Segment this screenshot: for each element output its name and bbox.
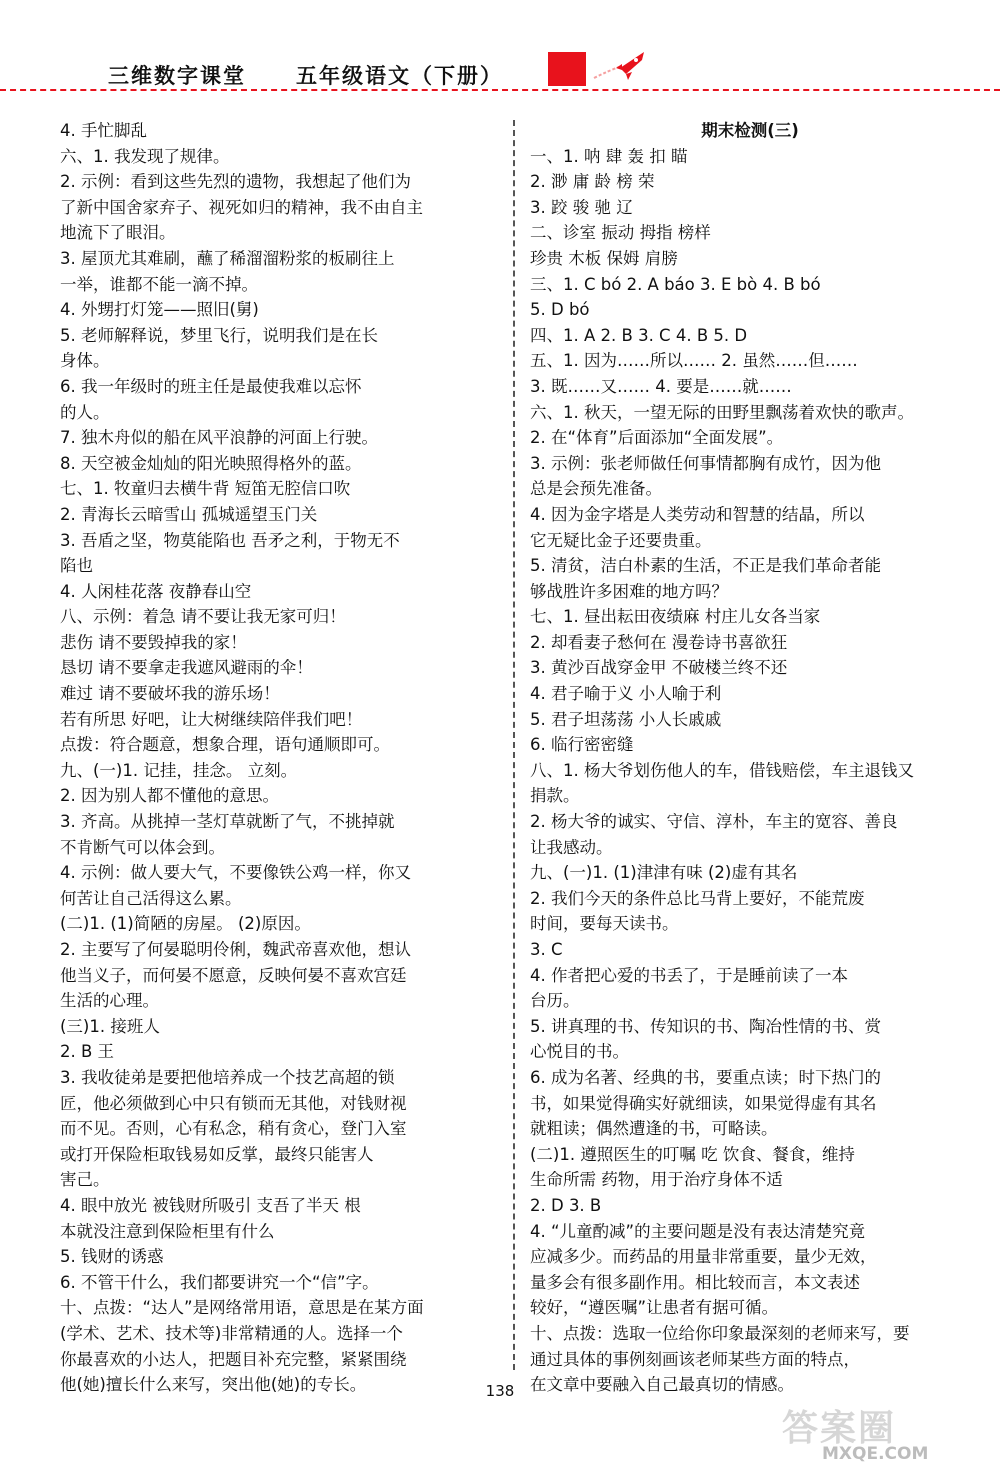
answer-line: 5. 讲真理的书、传知识的书、陶冶性情的书、赏 [530,1016,881,1036]
answer-line: 八、1. 杨大爷划伤他人的车，借钱赔偿，车主退钱又 [530,760,914,780]
answer-line: 七、1. 牧童归去横牛背 短笛无腔信口吹 [60,479,351,499]
answer-line: 八、示例：着急 请不要让我无家可归！ [60,607,346,627]
answer-line: 时间，要每天读书。 [530,914,679,934]
answer-line: 九、(一)1. 记挂，挂念。 立刻。 [60,760,298,780]
answer-line: 害己。 [60,1170,110,1190]
answer-line: 台历。 [530,991,580,1011]
answer-line: 一、1. 呐 肆 轰 扣 瞄 [530,146,688,166]
answer-line: 应减多少。而药品的用量非常重要，量少无效， [530,1247,877,1267]
answer-line: 六、1. 秋天，一望无际的田野里飘荡着欢快的歌声。 [530,402,914,422]
answer-line: 5. 君子坦荡荡 小人长戚戚 [530,709,722,729]
answer-line: 2. D 3. B [530,1195,602,1215]
answer-line: 2. 主要写了何晏聪明伶俐，魏武帝喜欢他，想认 [60,940,411,959]
answer-line: 6. 临行密密缝 [530,735,634,755]
answer-line: 匠，他必须做到心中只有锁而无其他，对钱财视 [60,1093,407,1113]
answer-line: 在文章中要融入自己最真切的情感。 [530,1375,794,1395]
answer-line: 通过具体的事例刻画该老师某些方面的特点， [530,1349,860,1369]
answer-line: 4. 眼中放光 被钱财所吸引 支吾了半天 根 [60,1195,361,1215]
answer-line: 十、点拨：“达人”是网络常用语，意思是在某方面 [60,1298,424,1318]
answer-line: 四、1. A 2. B 3. C 4. B 5. D [530,325,748,345]
answer-line: 3. 屋顶尤其难刷，蘸了稀溜溜粉浆的板刷往上 [60,248,395,268]
answer-line: 2. 示例：看到这些先烈的遗物，我想起了他们为 [60,172,411,192]
answer-line: 不肯断气可以体会到。 [60,837,225,857]
column-divider [513,120,515,1370]
answer-line: 若有所思 好吧，让大树继续陪伴我们吧！ [60,709,363,729]
answer-line: 捐款。 [530,786,580,806]
answer-line: 地流下了眼泪。 [60,223,176,243]
answer-line: 5. D bó [530,300,590,320]
answer-line: 4. 手忙脚乱 [60,121,147,140]
answer-line: 较好，“遵医嘱”让患者有据可循。 [530,1298,779,1318]
answer-line: 你最喜欢的小达人，把题目补充完整，紧紧围绕 [60,1349,407,1369]
answer-line: 二、诊室 振动 拇指 榜样 [530,223,711,243]
answer-line: (二)1. 遵照医生的叮嘱 吃 饮食、餐食，维持 [530,1144,855,1164]
answer-line: (二)1. (1)简陋的房屋。 (2)原因。 [60,914,311,934]
answer-line: 悲伤 请不要毁掉我的家！ [60,632,247,652]
answer-line: 他(她)擅长什么来写，突出他(她)的专长。 [60,1375,367,1395]
page-number: 138 [485,1382,515,1400]
answer-line: 恳切 请不要拿走我遮风避雨的伞！ [60,658,313,678]
answer-line: 书，如果觉得确实好就细读，如果觉得虚有其名 [530,1093,877,1113]
answer-line: 而不见。否则，心有私念，稍有贪心，登门入室 [60,1119,407,1139]
answer-line: 3. 既……又…… 4. 要是……就…… [530,376,792,396]
answer-line: 6. 成为名著、经典的书，要重点读；时下热门的 [530,1067,881,1087]
answer-line: 难过 请不要破坏我的游乐场！ [60,684,280,704]
answer-line: 量多会有很多副作用。相比较而言，本文表述 [530,1272,860,1292]
answer-line: 它无疑比金子还要贵重。 [530,530,712,550]
answer-line: 6. 不管干什么，我们都要讲究一个“信”字。 [60,1272,379,1292]
answer-line: 够战胜许多困难的地方吗？ [530,581,728,601]
answer-line: (学术、艺术、技术等)非常精通的人。选择一个 [60,1323,403,1343]
red-block-decoration [548,52,586,86]
answer-line: 五、1. 因为……所以…… 2. 虽然……但…… [530,351,858,371]
answer-line: 3. 齐高。从挑掉一茎灯草就断了气，不挑掉就 [60,812,395,832]
answer-line: 一举，谁都不能一滴不掉。 [60,274,258,294]
answer-line: 5. 钱财的诱惑 [60,1247,164,1267]
watermark-url: MXQE.COM [822,1444,929,1464]
answer-line: 或打开保险柜取钱易如反掌，最终只能害人 [60,1144,374,1164]
answer-line: 4. 示例：做人要大气，不要像铁公鸡一样，你又 [60,863,411,883]
answer-line: 3. 示例：张老师做任何事情都胸有成竹，因为他 [530,453,881,473]
answer-line: 6. 我一年级时的班主任是最使我难以忘怀 [60,376,362,396]
watermark-logo [782,1400,982,1468]
answer-line: 本就没注意到保险柜里有什么 [60,1221,275,1241]
answer-line: (三)1. 接班人 [60,1016,160,1036]
answer-line: 2. B 王 [60,1042,115,1062]
answer-line: 陷也 [60,556,93,576]
answer-line: 3. 跤 骏 驰 辽 [530,197,633,217]
answer-line: 点拨：符合题意，想象合理，语句通顺即可。 [60,735,390,755]
answer-line: 2. 因为别人都不懂他的意思。 [60,786,279,806]
answer-line: 七、1. 昼出耘田夜绩麻 村庄儿女各当家 [530,607,821,627]
answer-line: 2. 渺 庸 龄 榜 荣 [530,172,655,192]
book-subject: 五年级语文（下册） [296,64,503,88]
page-header [0,0,1000,95]
answer-line: 5. 清贫，洁白朴素的生活，不正是我们革命者能 [530,556,881,576]
answer-line: 的人。 [60,402,110,422]
answer-line: 4. 因为金字塔是人类劳动和智慧的结晶，所以 [530,504,865,524]
rocket-icon [592,48,648,84]
book-brand: 三维数字课堂 [108,64,246,88]
answer-line: 8. 天空被金灿灿的阳光映照得格外的蓝。 [60,453,362,473]
answer-line: 心悦目的书。 [530,1042,629,1062]
answer-line: 3. 黄沙百战穿金甲 不破楼兰终不还 [530,658,788,678]
answer-line: 了新中国舍家弃子、视死如归的精神，我不由自主 [60,197,423,217]
answer-line: 珍贵 木板 保姆 肩膀 [530,248,678,268]
answer-line: 总是会预先准备。 [530,479,662,499]
answer-line: 4. 人闲桂花落 夜静春山空 [60,581,252,601]
answer-line: 十、点拨：选取一位给你印象最深刻的老师来写，要 [530,1323,910,1343]
answer-line: 2. 在“体育”后面添加“全面发展”。 [530,428,784,448]
right-answer-column [530,118,970,1398]
left-answer-column [60,118,498,1398]
answer-line: 身体。 [60,351,110,371]
answer-line: 就粗读；偶然遭逢的书，可略读。 [530,1119,778,1139]
answer-line: 2. 我们今天的条件总比马背上要好，不能荒废 [530,888,865,908]
answer-line: 何苦让自己活得这么累。 [60,888,242,908]
answer-line: 4. 君子喻于义 小人喻于利 [530,684,722,704]
answer-line: 生命所需 药物，用于治疗身体不适 [530,1170,783,1190]
watermark-title: 答案圈 [782,1408,897,1449]
answer-line: 六、1. 我发现了规律。 [60,146,230,166]
answer-line: 4. 作者把心爱的书丢了，于是睡前读了一本 [530,965,848,985]
section-title: 期末检测(三) [701,121,799,140]
answer-line: 2. 杨大爷的诚实、守信、淳朴，车主的宽容、善良 [530,812,898,832]
answer-line: 7. 独木舟似的船在风平浪静的河面上行驶。 [60,428,378,448]
answer-line: 生活的心理。 [60,991,159,1011]
answer-line: 2. 却看妻子愁何在 漫卷诗书喜欲狂 [530,632,788,652]
answer-line: 三、1. C bó 2. A báo 3. E bò 4. B bó [530,274,821,294]
answer-line: 他当义子，而何晏不愿意，反映何晏不喜欢宫廷 [60,965,407,985]
answer-line: 5. 老师解释说，梦里飞行，说明我们是在长 [60,325,378,345]
answer-line: 4. “儿童酌减”的主要问题是没有表达清楚究竟 [530,1221,866,1241]
header-divider [0,89,1000,91]
answer-line: 3. 我收徒弟是要把他培养成一个技艺高超的锁 [60,1067,395,1087]
answer-line: 2. 青海长云暗雪山 孤城遥望玉门关 [60,504,318,524]
answer-line: 让我感动。 [530,837,613,857]
answer-line: 九、(一)1. (1)津津有味 (2)虚有其名 [530,863,798,883]
answer-line: 3. C [530,940,563,959]
answer-line: 4. 外甥打灯笼——照旧(舅) [60,300,259,320]
answer-line: 3. 吾盾之坚，物莫能陷也 吾矛之利，于物无不 [60,530,400,550]
